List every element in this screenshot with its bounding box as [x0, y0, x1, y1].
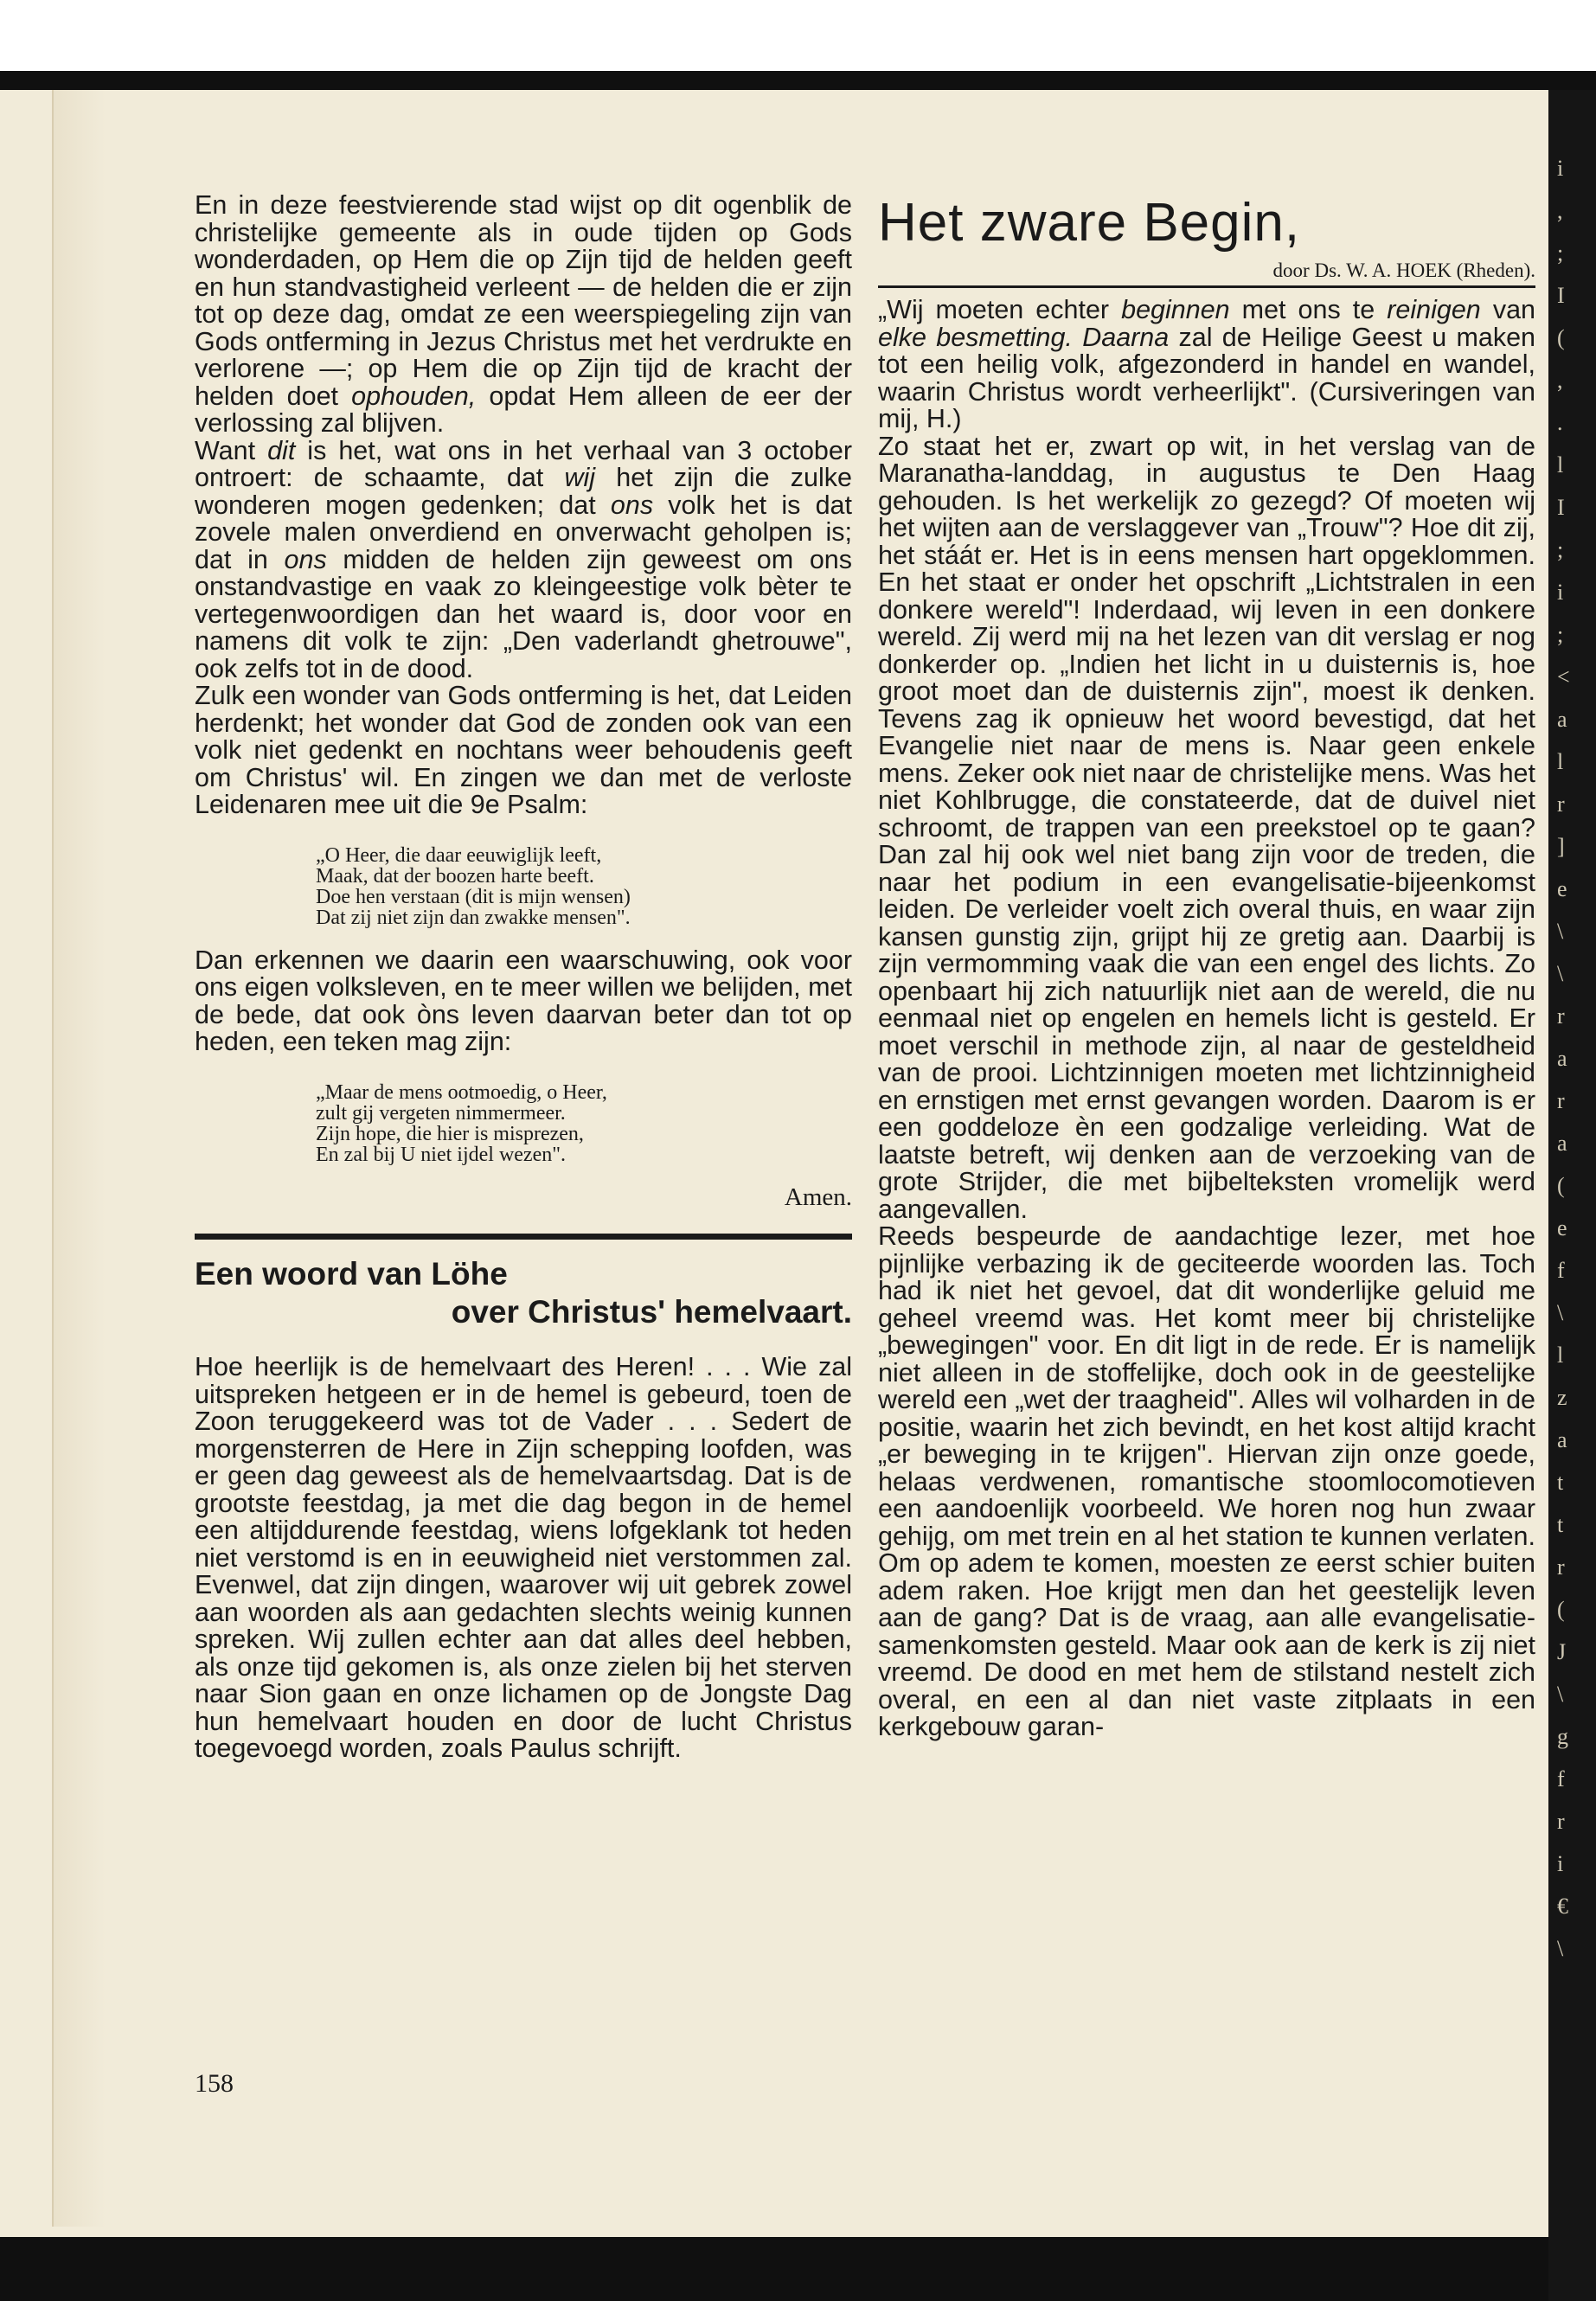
emphasis-ophouden: ophouden,: [351, 381, 477, 411]
article-title-lohe-line2: over Christus' hemelvaart.: [451, 1294, 852, 1330]
paragraph-3-october: Want dit is het, wat ons in het verhaal van 3 october ontroert: de schaamte, dat wij het zijn die zulke wonderen mogen gedenken; dat ons volk het is dat zovele malen onverdiend en onverwacht geholpen is; dat in ons midden de helden zijn geweest om ons onstandvastige en vaak zo kleingeestige volk bèter te vertegenwoordigen dan het waard is, door voor en namens dit volk te zijn: „Den vaderlandt ghetrouwe", ook zelfs tot in de dood.: [195, 435, 853, 683]
paragraph-reeds: Reeds bespeurde de aandachtige lezer, met hoe pijnlijke verbazing ik de geciteerde woorden las. Toch had ik niet het gevoel, dat dit wonderlijke geluid me geheel vreemd was. Het komt meer bij christelijke „bewegingen" voor. En dit ligt in de rede. Er is namelijk niet alleen in de stoffelijke, doch ook in de geestelijke wereld een „wet der traagheid". Alles wil volharden in de positie, waarin het zich bevindt, en het kost altijd kracht „er beweging in te krijgen". Hiervan zijn onze goede, helaas verdwenen, romantische stoomlocomotieven een aandoenlijk voorbeeld. We horen nog hun zwaar gehijg, om met trein en al het station te kunnen verlaten. Om op adem te komen, moesten ze eerst schier buiten adem raken. Hoe krijgt men dan het geestelijk leven aan de gang? Dat is de vraag, aan alle evangelisatie-samenkomsten gesteld. Maar ook aan de kerk is zij niet vreemd. De dood en met hem de stilstand nestelt zich overal, en een al dan niet vaste zitplaats in een kerkgebouw garan-: [878, 1221, 1535, 1741]
article-title: Het zware Begin,: [878, 193, 1301, 253]
paragraph-hemelvaart: Hoe heerlijk is de hemelvaart des Heren! . . . Wie zal uitspreken hetgeen er in de hemel is gebeurd, toen de Zoon teruggekeerd was tot de Vader . . . Sedert de morgensterren de Here in Zijn schepping loofden, was er geen dag geweest als de hemelvaartsdag. Dat is de grootste feestdag, ja met die dag begon in de hemel een altijddurende feestdag, wiens lofgeklank tot heden niet verstomd is en in eeuwigheid niet verstommen zal. Evenwel, dat zijn dingen, waarover wij uit gebrek zowel aan woorden als aan gedachten slechts weinig kunnen spreken. Wij zullen echter aan dat alles deel hebben, als onze tijd gekomen is, als onze zielen bij het sterven naar Sion gaan en onze lichamen op de Jongste Dag hun hemelvaart houden en door de lucht Christus toegevoegd worden, zoals Paulus schrijft.: [195, 1352, 852, 1763]
paragraph-waarschuwing: Dan erkennen we daarin een waarschuwing, ook voor ons eigen volksleven, en te meer willen we belijden, met de bede, dat ook òns leven daarvan beter dan tot op heden, een teken mag zijn:: [195, 945, 852, 1056]
right-column: [878, 192, 1535, 1741]
top-border: [0, 71, 1596, 90]
closing-poem: „Maar de mens ootmoedig, o Heer, zult gij vergeten nimmermeer. Zijn hope, die hier is misprezen, En zal bij U niet ijdel wezen".: [316, 1080, 607, 1166]
paragraph-zwart-op-wit: Zo staat het er, zwart op wit, in het verslag van de Maranatha-landdag, in augustus te Den Haag gehouden. Is het werkelijk zo gezegd? Of moeten wij het wijten aan de verslaggever van „Trouw"? Hoe dit zij, het stáát er. Het is in eens mensen hart opgeklommen. En het staat er onder het opschrift „Lichtstralen in een donkere wereld"! Inderdaad, wij leven in een donkere wereld. Zij werd mij na het lezen van dit verslag er nog donkerder op. „Indien het licht in u duisternis is, hoe groot moet dan de duisternis zijn", moest ik denken. Tevens zag ik opnieuw het woord bevestigd, dat het Evangelie niet naar de mens is. Naar geen enkele mens. Zeker ook niet naar de christelijke mens. Was het niet Kohlbrugge, die constateerde, dat de duivel niet schroomt, de trappen van een preekstoel op te gaan? Dan zal hij ook wel niet bang zijn voor de treden, die naar het podium in een evangelisatie-bijeenkomst leiden. De verleider voelt zich overal thuis, en waar zijn kansen gunstig zijn, grijpt hij ze gretig aan. Daarbij is zijn vermomming vaak die van een engel des lichts. Zo openbaart hij zich natuurlijk niet aan de wereld, die nu eenmaal niet op engelen en hemels licht is gesteld. Er moet verschil in methode zijn, al naar de gesteldheid van de prooi. Lichtzinnigen moeten met lichtzinnigheid en ernstigen met ernst gevangen worden. Daarom is er een goddeloze èn een godzalige verleiding. Wat de laatste betreft, wij denken aan de verzoeking van de grote Strijder, die met bijbelteksten vromelijk werd aangevallen.: [878, 431, 1535, 1224]
paragraph-wonder: Zulk een wonder van Gods ontferming is het, dat Leiden herdenkt; het wonder dat God de zonden ook van een volk niet gedenkt en nochtans weer behoudenis geeft om Christus' wil. En zingen we dan met de verloste Leidenaren mee uit die 9e Psalm:: [195, 681, 852, 819]
left-column: [195, 192, 852, 1763]
page-number: 158: [195, 2069, 234, 2098]
binding-gutter: [52, 90, 106, 2227]
amen-signoff: Amen.: [784, 1183, 852, 1211]
paragraph-leiden-intro: En in deze feestvierende stad wijst op dit ogenblik de christelijke gemeente als in oude tijden op Gods wonderdaden, op Hem die op Zijn tijd de helden geeft en hun standvastigheid verleent — de helden die er zijn tot op deze dag, omdat ze een weerspiegeling zijn van Gods ontferming in Jezus Christus met het verdrukte en verlorene —; op Hem die op Zijn tijd de kracht der helden doet ophouden, opdat Hem alleen de eer der verlossing zal blijven.: [195, 190, 852, 438]
article-byline: door Ds. W. A. HOEK (Rheden).: [878, 260, 1535, 288]
article-title-lohe-line1: Een woord van Löhe: [195, 1256, 508, 1292]
psalm-quote: „O Heer, die daar eeuwiglijk leeft, Maak, dat der boozen harte beeft. Doe hen verstaan (dit is mijn wensen) Dat zij niet zijn dan zwakke mensen".: [316, 843, 631, 929]
facing-page-fragments: i , ; I ( , . l I ; i ; < a l r ] e \ \ r a r a ( e f \ l z a t t r ( J \ g f r i € \: [1557, 156, 1570, 1961]
opening-quote: „Wij moeten echter beginnen met ons te reinigen van elke besmetting. Daarna zal de Heilige Geest u maken tot een heilig volk, afgezonderd in handel en wandel, waarin Christus wordt verheerlijkt". (Cursiveringen van mij, H.): [878, 295, 1535, 433]
section-divider: [195, 1234, 852, 1240]
